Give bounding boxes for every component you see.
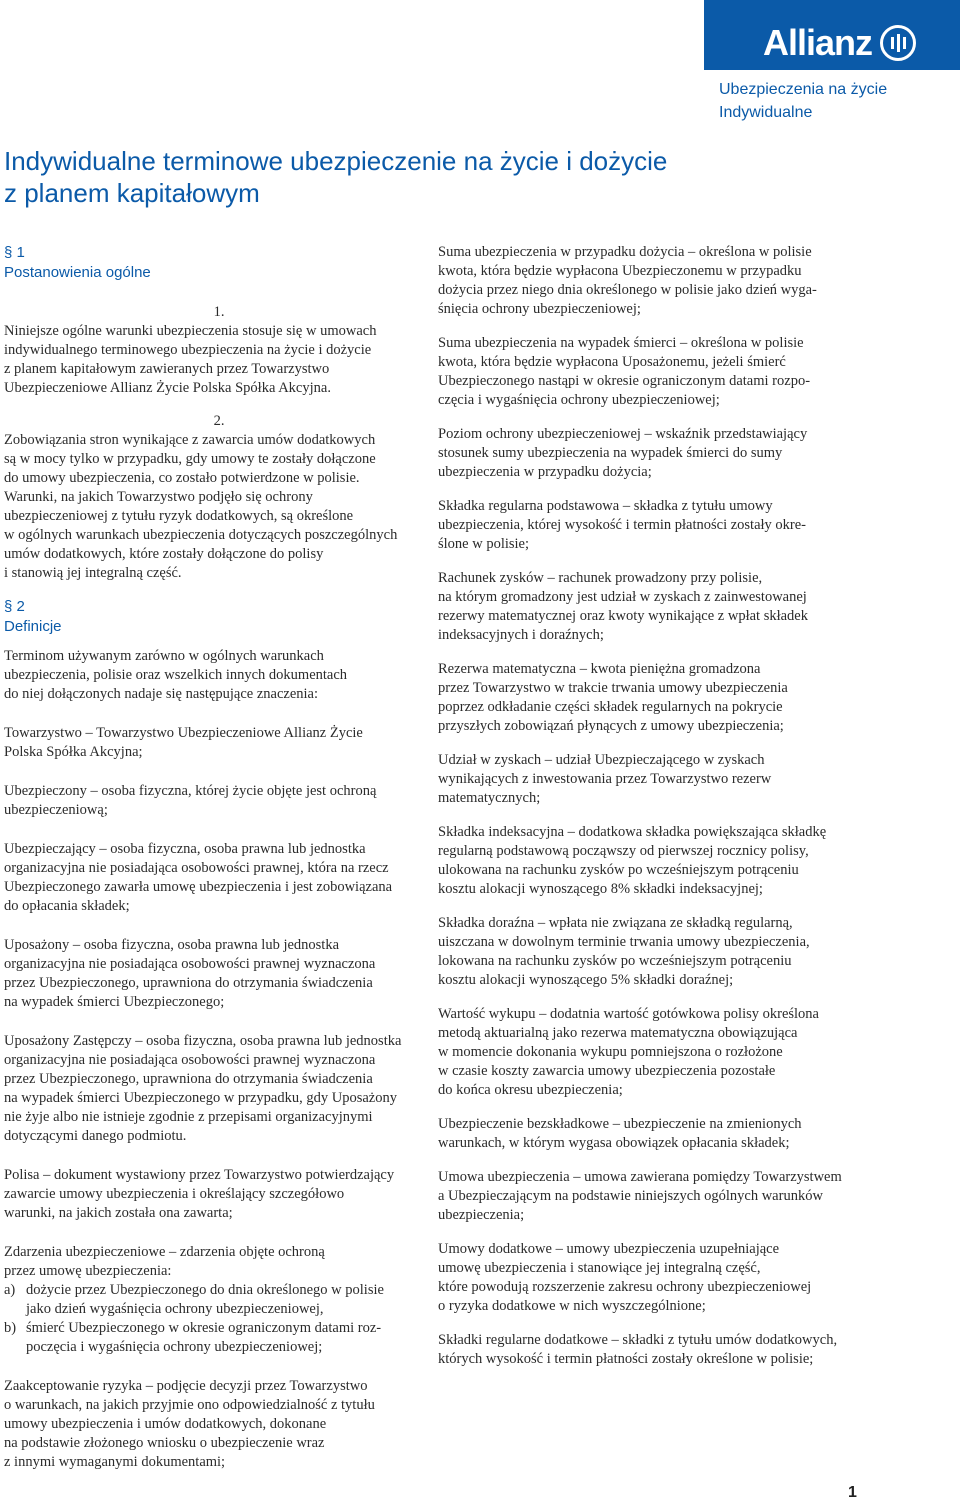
definition-paragraph xyxy=(438,497,878,554)
definition-paragraph xyxy=(438,1115,878,1153)
text-line: metodą aktuarialną jako rezerwa matematyczna obowiązująca xyxy=(438,1025,798,1041)
text-line: przez Ubezpieczonego, uprawniona do otrzymania świadczenia xyxy=(4,1071,373,1087)
text-line: Ubezpieczeniowe Allianz Życie Polska Spółka Akcyjna. xyxy=(4,380,331,396)
text-line: przez Towarzystwo w trakcie trwania umowy ubezpieczenia xyxy=(438,680,788,696)
text-line: matematycznych; xyxy=(438,790,541,806)
text-line: w ogólnych warunkach ubezpieczenia dotyczących poszczególnych xyxy=(4,527,398,543)
text-line: rezerwy matematycznej oraz kwoty wynikające z wpłat składek xyxy=(438,608,808,624)
definition-paragraph xyxy=(438,1005,878,1100)
text-line: na wypadek śmierci Ubezpieczonego; xyxy=(4,994,225,1010)
text-line: zawarcie umowy ubezpieczenia i określający szczegółowo xyxy=(4,1186,345,1202)
definition-polisa xyxy=(4,1166,434,1223)
text-line: do niej dołączonych nadaje się następujące znaczenia: xyxy=(4,686,319,702)
text-line: które powodują rozszerzenie zakresu ochrony ubezpieczeniowej xyxy=(438,1279,812,1295)
text-line: Polisa – dokument wystawiony przez Towarzystwo potwierdzający xyxy=(4,1167,395,1183)
definition-uposazony xyxy=(4,936,434,1012)
text-line: wynikających z inwestowania przez Towarzystwo rezerw xyxy=(438,771,772,787)
text-line: i stanowią jej integralną część. xyxy=(4,565,182,581)
text-line: Ubezpieczonego zawarła umowę ubezpieczenia i jest zobowiązana xyxy=(4,879,393,895)
subtitle-line-2: Indywidualne xyxy=(719,104,813,121)
text-line: Zobowiązania stron wynikające z zawarcia umów dodatkowych xyxy=(4,432,376,448)
text-line: są w mocy tylko w przypadku, gdy umowy te zostały dołączone xyxy=(4,451,376,467)
brand-logo-wordmark xyxy=(763,22,916,64)
text-line: stosunek sumy ubezpieczenia na wypadek śmierci do sumy xyxy=(438,445,783,461)
text-line: umowy ubezpieczenia i umów dodatkowych, dokonane xyxy=(4,1416,327,1432)
text-line: ubezpieczenia; xyxy=(438,1207,525,1223)
left-column xyxy=(4,243,434,1472)
text-line: Umowa ubezpieczenia – umowa zawierana pomiędzy Towarzystwem xyxy=(438,1169,842,1185)
text-line: Składka doraźna – wpłata nie związana ze składką regularną, xyxy=(438,915,793,931)
text-line: Umowy dodatkowe – umowy ubezpieczenia uzupełniające xyxy=(438,1241,780,1257)
definition-ubezpieczony xyxy=(4,782,434,820)
right-column xyxy=(438,243,878,1384)
text-line: Niniejsze ogólne warunki ubezpieczenia stosuje się w umowach xyxy=(4,323,377,339)
text-line: śmierć Ubezpieczonego w okresie ograniczonym datami roz- xyxy=(26,1320,382,1336)
text-line: indeksacyjnych i doraźnych; xyxy=(438,627,604,643)
text-line: umów dodatkowych, które zostały dołączone do polisy xyxy=(4,546,324,562)
list-marker: a) xyxy=(4,1282,16,1298)
text-line: przez umowę ubezpieczenia: xyxy=(4,1263,172,1279)
text-line: do umowy ubezpieczenia, co zostało potwierdzone w polisie. xyxy=(4,470,360,486)
text-line: umowę ubezpieczenia i stanowiące jej integralną część, xyxy=(438,1260,761,1276)
text-line: organizacyjna nie posiadająca osobowości prawnej wyznaczona xyxy=(4,1052,376,1068)
text-line: Warunki, na jakich Towarzystwo podjęło się ochrony xyxy=(4,489,313,505)
definition-paragraph xyxy=(438,1331,878,1369)
text-line: Składki regularne dodatkowe – składki z tytułu umów dodatkowych, xyxy=(438,1332,838,1348)
subtitle-line-1: Ubezpieczenia na życie xyxy=(719,81,888,98)
definition-ubezpieczajacy xyxy=(4,840,434,916)
text-line: przyszłych zobowiązań płynących z umowy ubezpieczenia; xyxy=(438,718,784,734)
text-line: warunki, na jakich została ona zawarta; xyxy=(4,1205,233,1221)
text-line: Towarzystwo – Towarzystwo Ubezpieczeniowe Allianz Życie xyxy=(4,725,363,741)
text-line: ubezpieczenia, której wysokość i termin płatności zostały okre- xyxy=(438,517,807,533)
text-line: Uposażony – osoba fizyczna, osoba prawna lub jednostka xyxy=(4,937,340,953)
definition-zaakceptowanie-ryzyka xyxy=(4,1377,434,1472)
text-line: a Ubezpieczającym na podstawie niniejszych ogólnych warunków xyxy=(438,1188,823,1204)
definition-paragraph xyxy=(438,914,878,990)
definition-paragraph xyxy=(438,1240,878,1316)
text-line: dożycia przez niego dnia określonego w polisie jako dzień wyga- xyxy=(438,282,817,298)
brand-subtitle xyxy=(719,78,887,124)
document-title xyxy=(4,145,704,209)
text-line: na którym gromadzony jest udział w zyskach z zainwestowanej xyxy=(438,589,807,605)
text-line: Terminom używanym zarówno w ogólnych warunkach xyxy=(4,648,324,664)
text-line: Ubezpieczenie bezskładkowe – ubezpieczenie na zmienionych xyxy=(438,1116,802,1132)
text-line: na podstawie złożonego wniosku o ubezpieczenie wraz xyxy=(4,1435,325,1451)
definition-paragraph xyxy=(438,243,878,319)
text-line: Ubezpieczony – osoba fizyczna, której życie objęte jest ochroną xyxy=(4,783,377,799)
text-line: śnięcia ochrony ubezpieczeniowej; xyxy=(438,301,641,317)
definition-paragraph xyxy=(438,751,878,808)
text-line: w momencie dokonania wykupu pomniejszona o rozłożone xyxy=(438,1044,783,1060)
text-line: ślone w polisie; xyxy=(438,536,530,552)
text-line: poprzez odkładanie części składek regularnych na pokrycie xyxy=(438,699,783,715)
title-line-2: z planem kapitałowym xyxy=(4,178,260,208)
paragraph-1 xyxy=(4,322,434,398)
text-line: ubezpieczenia, polisie oraz wszelkich innych dokumentach xyxy=(4,667,348,683)
text-line: o ryzyka dodatkowe w nich wyszczególnione; xyxy=(438,1298,706,1314)
text-line: Udział w zyskach – udział Ubezpieczającego w zyskach xyxy=(438,752,765,768)
text-line: indywidualnego terminowego ubezpieczenia na życie i dożycie xyxy=(4,342,372,358)
definition-paragraph xyxy=(438,334,878,410)
text-line: kosztu alokacji wynoszącego 8% składki indeksacyjnej; xyxy=(438,881,763,897)
text-line: których wysokość i termin płatności zostały określone w polisie; xyxy=(438,1351,814,1367)
text-line: o warunkach, na jakich przyjmie ono odpowiedzialność z tytułu xyxy=(4,1397,375,1413)
text-line: Suma ubezpieczenia w przypadku dożycia – określona w polisie xyxy=(438,244,812,260)
text-line: kwota, która będzie wypłacona Ubezpieczonemu w przypadku xyxy=(438,263,802,279)
text-line: z innymi wymaganymi dokumentami; xyxy=(4,1454,226,1470)
text-line: kosztu alokacji wynoszącego 5% składki doraźnej; xyxy=(438,972,734,988)
list-item xyxy=(4,1281,434,1319)
allianz-eagle-logo-icon xyxy=(880,25,916,61)
definition-towarzystwo xyxy=(4,724,434,762)
text-line: w czasie koszty zawarcia umowy ubezpieczenia pozostałe xyxy=(438,1063,776,1079)
text-line: Suma ubezpieczenia na wypadek śmierci – określona w polisie xyxy=(438,335,804,351)
section-2-heading: Definicje xyxy=(4,618,62,635)
text-line: Rezerwa matematyczna – kwota pieniężna gromadzona xyxy=(438,661,761,677)
text-line: Zdarzenia ubezpieczeniowe – zdarzenia objęte ochroną xyxy=(4,1244,325,1260)
brand-header-box xyxy=(704,0,960,70)
text-line: Polska Spółka Akcyjna; xyxy=(4,744,143,760)
text-line: Poziom ochrony ubezpieczeniowej – wskaźnik przedstawiający xyxy=(438,426,808,442)
text-line: kwota, która będzie wypłacona Uposażonemu, jeżeli śmierć xyxy=(438,354,786,370)
definition-paragraph xyxy=(438,425,878,482)
text-line: Uposażony Zastępczy – osoba fizyczna, osoba prawna lub jednostka xyxy=(4,1033,402,1049)
text-line: ulokowana na rachunku zysków po wcześniejszym potrąceniu xyxy=(438,862,799,878)
list-item xyxy=(4,1319,434,1357)
paragraph-number-2: 2. xyxy=(213,413,225,429)
text-line: do końca okresu ubezpieczenia; xyxy=(438,1082,623,1098)
text-line: organizacyjna nie posiadająca osobowości prawnej, która na rzecz xyxy=(4,860,389,876)
definition-uposazony-zastepczy xyxy=(4,1032,434,1146)
text-line: Zaakceptowanie ryzyka – podjęcie decyzji przez Towarzystwo xyxy=(4,1378,368,1394)
brand-name: Allianz xyxy=(762,22,872,63)
text-line: do opłacania składek; xyxy=(4,898,130,914)
text-line: na wypadek śmierci Ubezpieczonego w przypadku, gdy Uposażony xyxy=(4,1090,397,1106)
title-line-1: Indywidualne terminowe ubezpieczenie na życie i dożycie xyxy=(4,146,668,176)
text-line: nie żyje albo nie istnieje zgodnie z przepisami organizacyjnymi xyxy=(4,1109,373,1125)
text-line: regularną podstawową począwszy od pierwszej rocznicy polisy, xyxy=(438,843,809,859)
list-marker: b) xyxy=(4,1320,17,1336)
text-line: Ubezpieczonego nastąpi w okresie ograniczonym datami rozpo- xyxy=(438,373,811,389)
text-line: warunkach, w którym wygasa obowiązek opłacania składek; xyxy=(438,1135,790,1151)
definition-paragraph xyxy=(438,569,878,645)
text-line: jako dzień wygaśnięcia ochrony ubezpieczeniowej, xyxy=(26,1301,324,1317)
text-line: poczęcia i wygaśnięcia ochrony ubezpieczeniowej; xyxy=(26,1339,323,1355)
text-line: Ubezpieczający – osoba fizyczna, osoba prawna lub jednostka xyxy=(4,841,366,857)
definition-paragraph xyxy=(438,823,878,899)
text-line: ubezpieczenia w przypadku dożycia; xyxy=(438,464,652,480)
definition-zdarzenia xyxy=(4,1243,434,1357)
text-line: przez Ubezpieczonego, uprawniona do otrzymania świadczenia xyxy=(4,975,373,991)
text-line: dotyczącymi danego podmiotu. xyxy=(4,1128,187,1144)
text-line: z planem kapitałowym zawieranych przez Towarzystwo xyxy=(4,361,330,377)
text-line: Rachunek zysków – rachunek prowadzony przy polisie, xyxy=(438,570,763,586)
text-line: Składka indeksacyjna – dodatkowa składka powiększająca składkę xyxy=(438,824,827,840)
section-1-heading: Postanowienia ogólne xyxy=(4,264,151,281)
text-line: ubezpieczeniowej z tytułu ryzyk dodatkowych, są określone xyxy=(4,508,354,524)
paragraph-2 xyxy=(4,431,434,583)
section-1-number: § 1 xyxy=(4,244,25,261)
text-line: lokowana na rachunku zysków po wcześniejszym potrąceniu xyxy=(438,953,792,969)
text-line: ubezpieczeniową; xyxy=(4,802,108,818)
text-line: Wartość wykupu – dodatnia wartość gotówkowa polisy określona xyxy=(438,1006,819,1022)
definitions-intro xyxy=(4,647,434,704)
definition-paragraph xyxy=(438,1168,878,1225)
text-line: Składka regularna podstawowa – składka z tytułu umowy xyxy=(438,498,773,514)
page-number: 1 xyxy=(848,1484,857,1501)
text-line: organizacyjna nie posiadająca osobowości prawnej wyznaczona xyxy=(4,956,376,972)
paragraph-number-1: 1. xyxy=(213,304,225,320)
definition-paragraph xyxy=(438,660,878,736)
text-line: częcia i wygaśnięcia ochrony ubezpieczeniowej; xyxy=(438,392,720,408)
section-2-number: § 2 xyxy=(4,598,25,615)
text-line: dożycie przez Ubezpieczonego do dnia określonego w polisie xyxy=(26,1282,384,1298)
text-line: uiszczana w dowolnym terminie trwania umowy ubezpieczenia, xyxy=(438,934,810,950)
